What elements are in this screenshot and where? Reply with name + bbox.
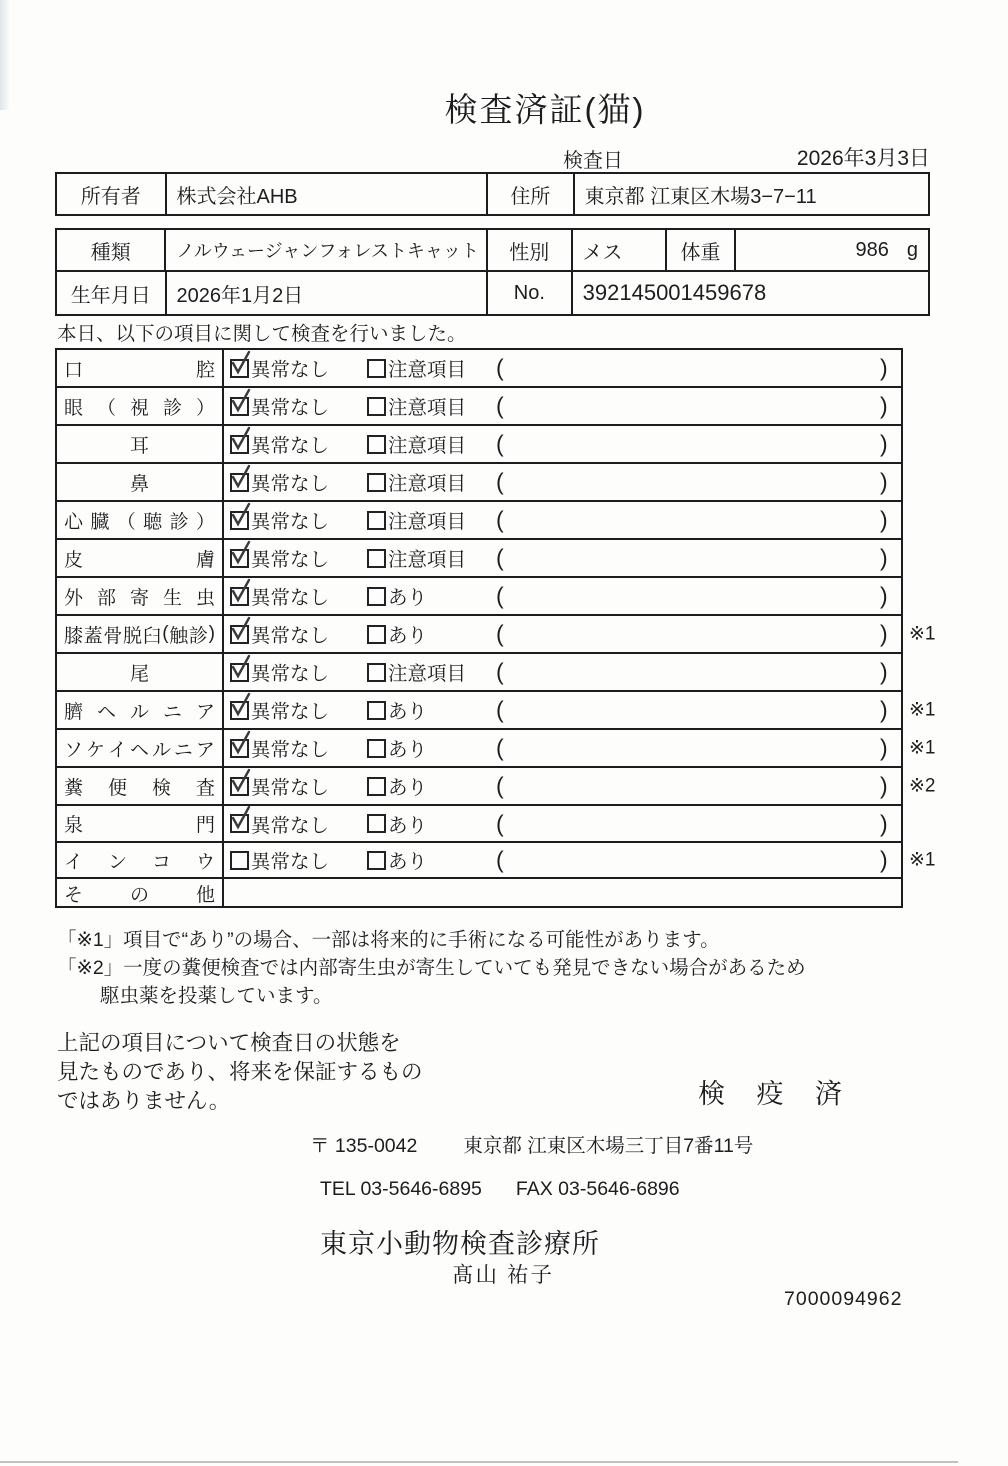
option-normal-label: 異常なし [251, 587, 330, 609]
checkbox-normal-icon [230, 435, 249, 454]
option-issue-label: 注意項目 [388, 359, 467, 381]
note-paren-close: ) [880, 846, 888, 873]
note-paren-open: ( [496, 658, 504, 685]
clinic-tel-line [320, 1178, 680, 1201]
checklist-table [55, 348, 936, 908]
check-mark-icon [229, 804, 254, 832]
exam-date-label: 検査日 [563, 150, 623, 172]
checklist-row-body [224, 502, 901, 538]
checkbox-normal-icon [230, 625, 249, 644]
disclaimer-line-2: 見たものであり、将来を保証するもの [57, 1060, 423, 1084]
breed-value: ノルウェージャンフォレストキャット [166, 230, 487, 270]
option-issue-label: あり [388, 739, 428, 761]
checklist-row [57, 654, 901, 692]
no-label: No. [488, 272, 573, 314]
weight-label: 体重 [667, 230, 736, 270]
option-issue [367, 696, 427, 724]
note-paren-open: ( [496, 468, 504, 495]
option-normal-label: 異常なし [251, 511, 330, 533]
option-issue-label: あり [388, 777, 428, 799]
check-mark-icon [229, 767, 254, 795]
checklist-row [57, 426, 901, 464]
checkbox-normal-icon [230, 473, 249, 492]
option-normal [230, 354, 329, 382]
checklist-row-body [224, 540, 901, 576]
sex-label: 性別 [488, 230, 573, 270]
option-normal [230, 582, 329, 610]
note-paren-open: ( [496, 354, 504, 381]
checklist-row [57, 388, 901, 426]
footnote-2: 「※2」一度の糞便検査では内部寄生虫が寄生していても発見できない場合があるため [57, 957, 806, 979]
option-normal-label: 異常なし [251, 814, 330, 837]
option-normal-label: 異常なし [251, 359, 330, 381]
option-normal-label: 異常なし [251, 397, 330, 419]
note-paren-open: ( [496, 544, 504, 571]
note-paren-close: ) [880, 354, 888, 381]
checkbox-normal-icon [230, 511, 249, 530]
checklist-item-label: 眼 （ 視 診 ） [57, 388, 224, 424]
option-issue [367, 468, 466, 496]
owner-label: 所有者 [57, 174, 167, 214]
checkbox-issue-icon [367, 587, 386, 606]
check-mark-icon [229, 501, 254, 529]
pet-table-row-breed [57, 230, 928, 272]
option-issue-label: あり [388, 625, 428, 647]
checklist-item-label: イ ン コ ウ [57, 843, 224, 877]
clinic-postal-code: 〒 135-0042 [310, 1135, 418, 1157]
note-paren-open: ( [496, 772, 504, 799]
checklist-row-body [224, 616, 901, 652]
address-label: 住所 [488, 174, 575, 214]
checklist-row [57, 616, 936, 654]
checklist-row [57, 692, 936, 730]
checklist-row [57, 768, 936, 806]
checkbox-issue-icon [367, 739, 386, 758]
option-normal [230, 506, 329, 534]
remark-ref: ※1 [909, 623, 936, 645]
option-issue [367, 430, 466, 458]
option-issue [367, 658, 466, 686]
checkbox-issue-icon [367, 359, 386, 378]
checklist-item-label: 口 腔 [57, 350, 224, 386]
option-issue [367, 620, 427, 648]
checklist-row [57, 350, 901, 388]
check-mark-icon [229, 615, 254, 643]
checklist-row-body [224, 843, 901, 877]
option-issue [367, 810, 427, 838]
checkbox-normal-icon [230, 777, 249, 796]
option-issue [367, 734, 427, 762]
checklist-row-body [224, 388, 901, 424]
checkbox-issue-icon [367, 814, 386, 833]
option-normal-label: 異常なし [251, 549, 330, 571]
breed-label: 種類 [57, 230, 166, 270]
scan-edge-artifact [0, 0, 10, 110]
check-mark-icon [229, 387, 254, 415]
remark-ref: ※2 [909, 775, 936, 797]
option-issue-label: あり [388, 851, 428, 873]
option-normal-label: 異常なし [251, 663, 330, 685]
note-paren-open: ( [496, 506, 504, 533]
checkbox-issue-icon [367, 435, 386, 454]
checklist-row-body [224, 350, 901, 386]
check-mark-icon [229, 349, 254, 377]
quarantine-stamp: 検 疫 済 [698, 1079, 855, 1109]
note-paren-close: ) [880, 810, 888, 836]
checkbox-issue-icon [367, 397, 386, 416]
option-issue-label: あり [388, 814, 428, 837]
checklist-row-body [224, 879, 901, 908]
option-issue-label: 注意項目 [388, 435, 467, 457]
option-issue-label: 注意項目 [388, 549, 467, 571]
check-mark-icon [229, 577, 254, 605]
remark-ref: ※1 [909, 737, 936, 759]
checkbox-normal-icon [230, 549, 249, 568]
checkbox-issue-icon [367, 851, 386, 870]
disclaimer-line-1: 上記の項目について検査日の状態を [57, 1031, 401, 1055]
note-paren-close: ) [880, 582, 888, 609]
checkbox-normal-icon [230, 587, 249, 606]
check-mark-icon [229, 729, 254, 757]
note-paren-open: ( [496, 810, 504, 836]
note-paren-open: ( [496, 582, 504, 609]
checkbox-issue-icon [367, 511, 386, 530]
option-normal [230, 468, 329, 496]
disclaimer-line-3: ではありません。 [57, 1089, 231, 1113]
option-normal-label: 異常なし [251, 739, 330, 761]
clinic-name: 東京小動物検査診療所 [320, 1229, 600, 1259]
check-mark-icon [229, 653, 254, 681]
note-paren-close: ) [880, 658, 888, 685]
checklist-item-label: 耳 [57, 426, 224, 462]
checkbox-issue-icon [367, 701, 386, 720]
option-issue [367, 582, 427, 610]
checklist-item-label: 膝 蓋 骨 脱 臼 ( 触 診 ) [57, 616, 224, 652]
option-normal [230, 430, 329, 458]
option-normal [230, 810, 329, 838]
checklist-row [57, 806, 901, 843]
intro-sentence: 本日、以下の項目に関して検査を行いました。 [57, 323, 467, 345]
check-mark-icon [229, 539, 254, 567]
note-paren-open: ( [496, 846, 504, 873]
option-normal-label: 異常なし [251, 435, 330, 457]
pet-table [55, 228, 930, 316]
remark-ref: ※1 [909, 699, 936, 721]
checklist-row [57, 843, 936, 879]
checkbox-normal-icon [230, 739, 249, 758]
check-mark-icon [229, 691, 254, 719]
option-issue [367, 772, 427, 800]
note-paren-close: ) [880, 772, 888, 799]
checklist-row-body [224, 578, 901, 614]
checkbox-normal-icon [230, 397, 249, 416]
option-normal-label: 異常なし [251, 777, 330, 799]
pet-table-row-birth [57, 272, 928, 314]
clinic-tel: TEL 03-5646-6895 [320, 1178, 482, 1200]
weight-unit: g [906, 238, 918, 261]
option-issue [367, 392, 466, 420]
option-normal [230, 696, 329, 724]
checklist-item-label: 臍 ヘ ル ニ ア [57, 692, 224, 728]
option-normal [230, 658, 329, 686]
checklist-row-body [224, 768, 901, 804]
address-value: 東京都 江東区木場3−7−11 [584, 185, 817, 208]
clinic-fax: FAX 03-5646-6896 [515, 1178, 680, 1200]
birth-label: 生年月日 [57, 272, 167, 314]
option-normal [230, 846, 329, 874]
option-issue-label: あり [388, 701, 428, 723]
checklist-item-label: 泉 門 [57, 806, 224, 841]
clinic-address: 東京都 江東区木場三丁目7番11号 [463, 1135, 754, 1157]
option-issue [367, 506, 466, 534]
checkbox-issue-icon [367, 663, 386, 682]
sex-value: メス [573, 230, 668, 270]
checklist-row-body [224, 730, 901, 766]
checklist-row [57, 540, 901, 578]
checkbox-issue-icon [367, 777, 386, 796]
option-issue [367, 846, 427, 874]
option-normal-label: 異常なし [251, 625, 330, 647]
option-normal [230, 392, 329, 420]
option-normal-label: 異常なし [251, 473, 330, 495]
checklist-row [57, 730, 936, 768]
owner-value: 株式会社AHB [167, 174, 489, 214]
checklist-row [57, 879, 901, 908]
checklist-item-label: そ の 他 [57, 879, 224, 908]
scan-bottom-line [0, 1461, 958, 1463]
option-issue-label: 注意項目 [388, 473, 467, 495]
note-paren-close: ) [880, 506, 888, 533]
checkbox-issue-icon [367, 549, 386, 568]
option-normal-label: 異常なし [251, 701, 330, 723]
checkbox-normal-icon [230, 663, 249, 682]
checkbox-normal-icon [230, 701, 249, 720]
checklist-item-label: 皮 膚 [57, 540, 224, 576]
checklist-row-body [224, 692, 901, 728]
note-paren-close: ) [880, 430, 888, 457]
disclaimer-text [57, 1029, 423, 1116]
note-paren-close: ) [880, 696, 888, 723]
check-mark-icon [229, 463, 254, 491]
check-mark-icon [229, 425, 254, 453]
option-normal [230, 772, 329, 800]
no-value: 392145001459678 [582, 280, 767, 306]
footnote-3: 駆虫薬を投薬しています。 [100, 985, 333, 1007]
note-paren-open: ( [496, 696, 504, 723]
note-paren-close: ) [880, 468, 888, 495]
exam-date-value: 2026年3月3日 [796, 147, 930, 170]
checklist-row [57, 578, 901, 616]
note-paren-open: ( [496, 734, 504, 761]
checklist-row-body [224, 654, 901, 690]
option-issue [367, 544, 466, 572]
checklist-row-body [224, 806, 901, 841]
option-issue [367, 354, 466, 382]
checklist-row [57, 502, 901, 540]
checklist-item-label: 外 部 寄 生 虫 [57, 578, 224, 614]
remark-ref: ※1 [909, 849, 936, 871]
serial-number: 7000094962 [784, 1288, 903, 1310]
note-paren-close: ) [880, 544, 888, 571]
page-title: 検査済証(猫) [444, 91, 646, 128]
option-issue-label: 注意項目 [388, 663, 467, 685]
checklist-row [57, 464, 901, 502]
checkbox-issue-icon [367, 473, 386, 492]
checklist-row-body [224, 464, 901, 500]
option-issue-label: 注意項目 [388, 397, 467, 419]
checkbox-issue-icon [367, 625, 386, 644]
weight-number: 986 [855, 238, 889, 261]
option-issue-label: 注意項目 [388, 511, 467, 533]
option-normal [230, 544, 329, 572]
footnote-1: 「※1」項目で“あり”の場合、一部は将来的に手術になる可能性があります。 [57, 929, 720, 951]
note-paren-open: ( [496, 620, 504, 647]
note-paren-open: ( [496, 430, 504, 457]
clinic-postal-line [310, 1130, 753, 1158]
weight-value [736, 230, 928, 270]
owner-table [55, 172, 930, 216]
checkbox-normal-icon [230, 814, 249, 833]
note-paren-open: ( [496, 392, 504, 419]
checklist-item-label: 鼻 [57, 464, 224, 500]
option-issue-label: あり [388, 587, 428, 609]
checklist-item-label: ソ ケ イ ヘ ル ニ ア [57, 730, 224, 766]
note-paren-close: ) [880, 392, 888, 419]
checklist-item-label: 糞 便 検 査 [57, 768, 224, 804]
checklist-item-label: 尾 [57, 654, 224, 690]
checkbox-normal-icon [230, 851, 249, 870]
checklist-row-body [224, 426, 901, 462]
note-paren-close: ) [880, 620, 888, 647]
checkbox-normal-icon [230, 359, 249, 378]
option-normal [230, 734, 329, 762]
option-normal-label: 異常なし [251, 851, 330, 873]
veterinarian-name: 髙山 祐子 [452, 1263, 554, 1287]
birth-value: 2026年1月2日 [167, 272, 489, 314]
option-normal [230, 620, 329, 648]
note-paren-close: ) [880, 734, 888, 761]
checklist-item-label: 心 臓 （ 聴 診 ） [57, 502, 224, 538]
